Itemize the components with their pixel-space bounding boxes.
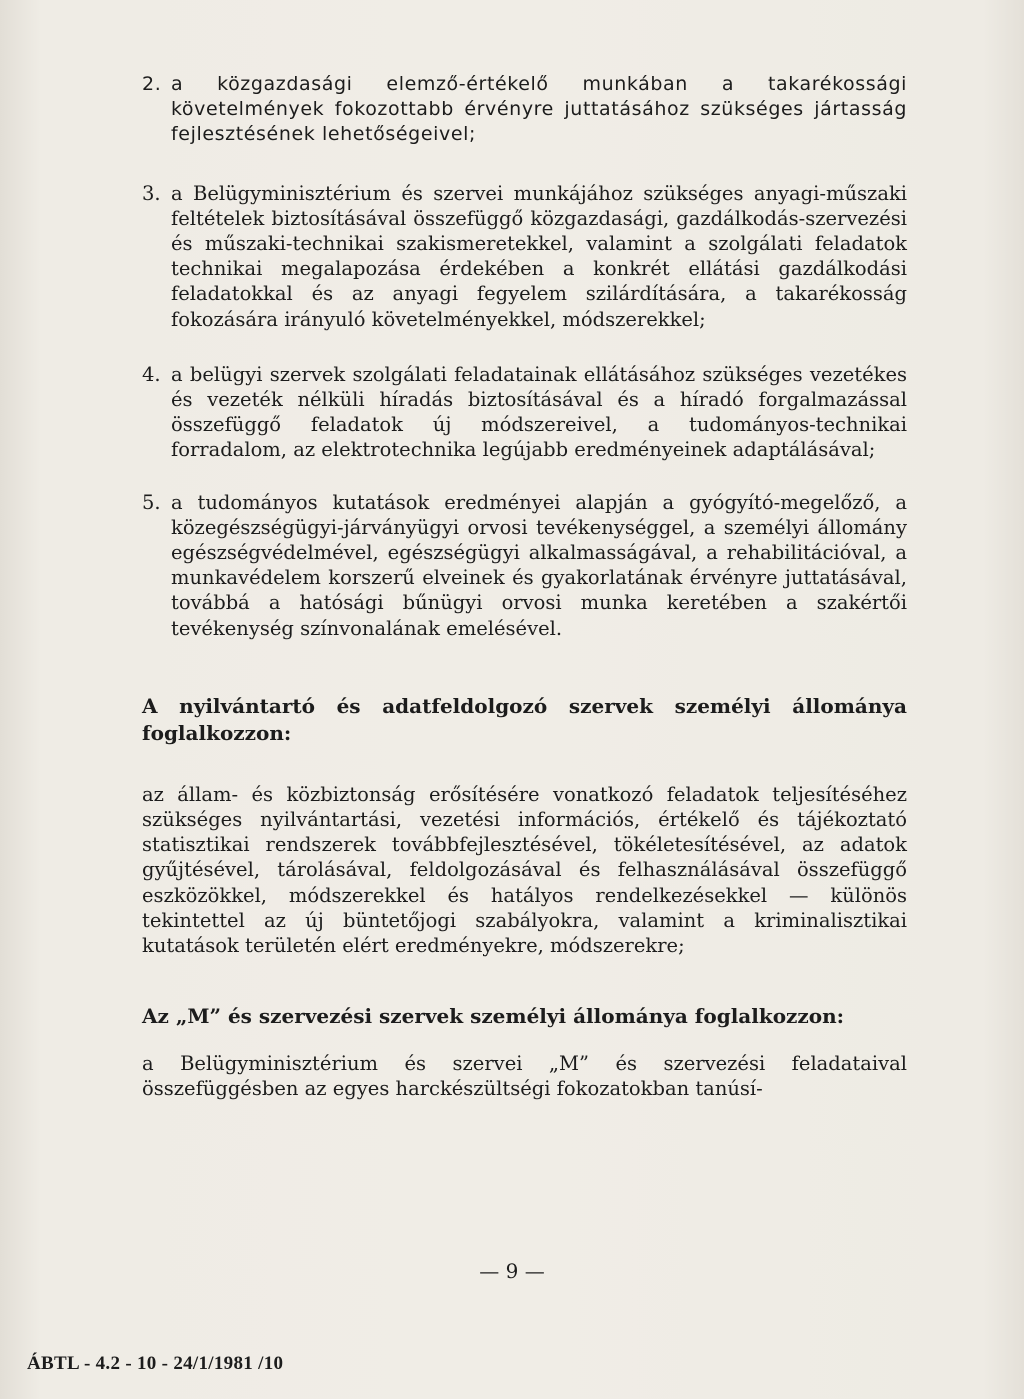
list-item-number: 5.	[142, 490, 161, 514]
list-item	[142, 181, 907, 332]
section-text-records: az állam- és közbiztonság erősítésére vonatkozó feladatok teljesítéséhez szükséges nyilvántartási, vezetési információs, értékelő és tájékoztató statisztikai rendszerek továbbfejlesztésével, tökéletesítésével, az adatok gyűjtésével, tárolásával, feldolgozásával és felhasználásával összefüggő eszközökkel, módszerekkel és hatályos rendelkezésekkel — különös tekintettel az új büntetőjogi szabályokra, valamint a kriminalisztikai kutatások területén elért eredményekre, módszerekre;	[142, 782, 907, 958]
section-heading-records: A nyilvántartó és adatfeldolgozó szervek személyi állománya foglalkozzon:	[142, 693, 907, 745]
list-item-number: 4.	[142, 362, 161, 386]
list-item-number: 2.	[142, 73, 162, 95]
list-item-text: a Belügyminisztérium és szervei munkájához szükséges anyagi-műszaki feltételek biztosításával összefüggő közgazdasági, gazdálkodás-szervezési és műszaki-technikai szakismeretekkel, valamint a szolgálati feladatok technikai megalapozása érdekében a konkrét ellátási gazdálkodási feladatokkal és az anyagi fegyelem szilárdítására, a takarékosság fokozására irányuló követelményekkel, módszerekkel;	[171, 181, 907, 331]
list-item-number: 3.	[142, 181, 161, 205]
list-item-text: a belügyi szervek szolgálati feladatainak ellátásához szükséges vezetékes és vezeték nélküli híradás biztosításával és a híradó forgalmazással összefüggő feladatok új módszereivel, a tudományos-technikai forradalom, az elektrotechnika legújabb eredményeinek adaptálásával;	[171, 362, 907, 462]
section-heading-m-organization: Az „M” és szervezési szervek személyi állománya foglalkozzon:	[142, 1004, 845, 1029]
page-content	[142, 72, 907, 1102]
list-item	[142, 362, 907, 463]
list-item-text: a közgazdasági elemző-értékelő munkában a takarékossági követelmények fokozottabb érvényre juttatásához szükséges jártasság fejlesztésének lehetőségeivel;	[171, 73, 907, 146]
page-number: — 9 —	[479, 1259, 545, 1283]
section-text-m-organization: a Belügyminisztérium és szervei „M” és szervezési feladataival összefüggésben az egyes harckészültségi fokozatokban tanúsí-	[142, 1052, 907, 1101]
list-item	[142, 72, 907, 148]
list-item	[142, 490, 907, 641]
archive-reference: ÁBTL - 4.2 - 10 - 24/1/1981 /10	[27, 1353, 284, 1374]
list-item-text: a tudományos kutatások eredményei alapján a gyógyító-megelőző, a közegészségügyi-járványügyi orvosi tevékenységgel, a személyi állomány egészségvédelmével, egészségügyi alkalmasságával, a rehabilitációval, a munkavédelem korszerű elveinek és gyakorlatának érvényre juttatásával, továbbá a hatósági bűnügyi orvosi munka keretében a szakértői tevékenység színvonalának emelésével.	[171, 490, 907, 640]
